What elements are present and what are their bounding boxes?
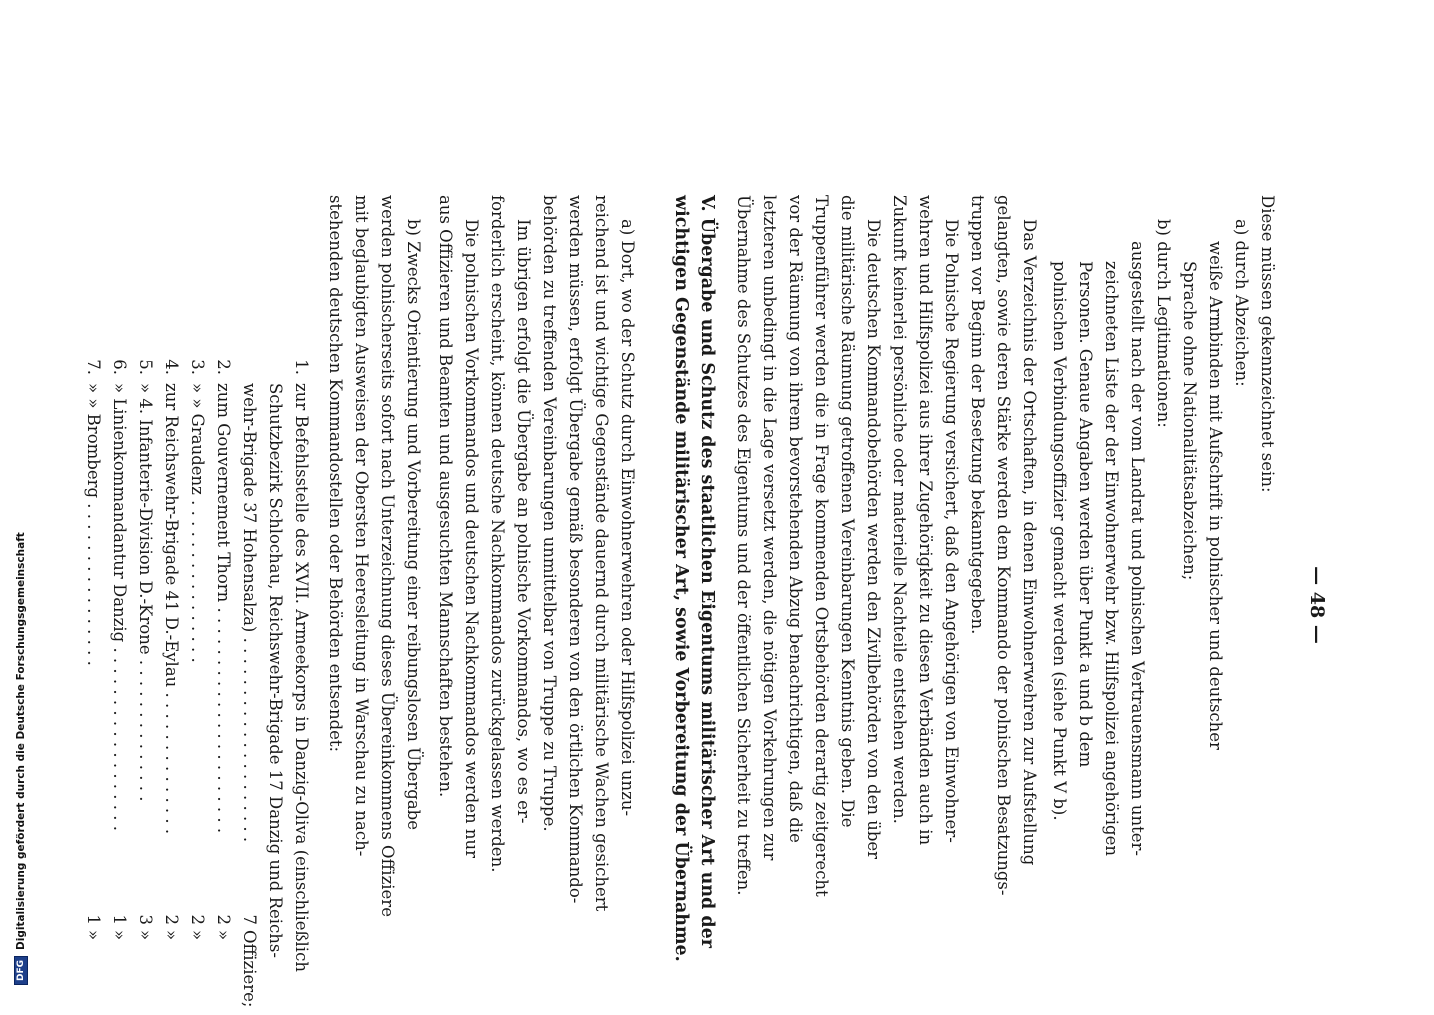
section-heading: V. Übergabe und Schutz des staatlichen Eigentums militärischer Art und der — [697, 195, 717, 948]
list-number: 6. — [110, 359, 129, 375]
list-number: 7. — [84, 359, 103, 375]
text-line: behörden zu treffenden Vereinbarungen unmittelbar von Truppe zu Truppe. — [540, 195, 559, 832]
text-line: aus Offizieren und Beamten und ausgesuchten Mannschaften bestehen. — [436, 195, 455, 798]
officer-count: 7 — [240, 914, 259, 925]
text-line: Zukunft keinerlei persönliche oder materielle Nachteile entstehen werden. — [890, 195, 909, 824]
text-line: ausgestellt nach der vom Landrat und polnischen Vertrauensmann unter- — [1128, 241, 1147, 857]
text-line: Truppenführer werden die in Frage kommenden Ortsbehörden derartig zeitgerecht — [812, 195, 831, 897]
text-line: wehren und Hilfspolizei aus ihrer Zugehörigkeit zu diesen Verbänden auch in — [916, 195, 935, 846]
list-number: 1. — [292, 359, 311, 375]
text-line: Im übrigen erfolgt die Übergabe an polnische Vorkommandos, wo es er- — [514, 219, 533, 824]
text-line: truppen vor Beginn der Besetzung bekanntgegeben. — [968, 195, 987, 635]
text-line: Die deutschen Kommandobehörden werden den Zivilbehörden von den über — [864, 219, 883, 860]
rotated-document-page-continued — [0, 195, 640, 1015]
text-line: a) durch Abzeichen: — [1232, 219, 1251, 387]
text-line: a) Dort, wo der Schutz durch Einwohnerwehren oder Hilfspolizei unzu- — [618, 219, 637, 817]
officer-count: 1 — [84, 914, 103, 925]
officer-unit: Offiziere; — [240, 930, 259, 1008]
text-line: Diese müssen gekennzeichnet sein: — [1258, 195, 1277, 493]
text-line: b) Zwecks Orientierung und Vorbereitung einer reibungslosen Übergabe — [404, 219, 423, 830]
officer-count: 2 — [214, 914, 233, 925]
officer-count: 2 — [162, 914, 181, 925]
text-line: reichend ist und wichtige Gegenstände dauernd durch militärische Wachen gesichert — [592, 195, 611, 912]
text-line: Die Polnische Regierung versichert, daß den Angehörigen von Einwohner- — [942, 219, 961, 843]
text-line: weiße Armbinden mit Aufschrift in polnischer und deutscher — [1206, 241, 1225, 750]
text-line: zeichneten Liste der der Einwohnerwehr bzw. Hilfspolizei angehörigen — [1102, 261, 1121, 857]
text-line: vor der Räumung von ihrem bevorstehenden Abzug benachrichtigen, daß die — [786, 195, 805, 843]
list-number: 2. — [214, 359, 233, 375]
text-line: Das Verzeichnis der Ortschaften, in denen Einwohnerwehren zur Aufstellung — [1020, 219, 1039, 866]
dfg-logo-icon: DFG — [14, 956, 28, 985]
list-text: zum Gouvernement Thorn . . . . . . . . . . . . . . . . . . . . . . — [214, 383, 233, 834]
officer-count: 3 — [136, 914, 155, 925]
officer-unit: » — [214, 930, 233, 941]
text-line: die militärische Räumung getroffenen Vereinbarungen Kenntnis geben. Die — [838, 195, 857, 828]
text-line: letzteren unbedingt in die Lage versetzt werden, die nötigen Vorkehrungen zur — [760, 195, 779, 861]
text-line: mit beglaubigten Ausweisen der Obersten Heeresleitung in Warschau zu nach- — [352, 195, 371, 857]
rotated-document-page — [640, 195, 1330, 1015]
list-number: 5. — [136, 359, 155, 375]
officer-unit: » — [136, 930, 155, 941]
text-line: forderlich erscheint, können deutsche Nachkommandos zurückgelassen werden. — [488, 195, 507, 873]
list-number: 4. — [162, 359, 181, 375]
officer-unit: » — [188, 930, 207, 941]
text-line: stehenden deutschen Kommandostellen oder Behörden entsendet: — [326, 195, 345, 753]
text-line: b) durch Legitimationen: — [1154, 219, 1173, 428]
text-line: werden polnischerseits sofort nach Unterzeichnung dieses Übereinkommens Offiziere — [378, 195, 397, 917]
officer-unit: » — [110, 930, 129, 941]
list-text: zur Befehlsstelle des XVII. Armeekorps in Danzig-Oliva (einschließlich — [292, 383, 311, 972]
text-line: werden müssen, erfolgt Übergabe gemäß besonderen von den örtlichen Kommando- — [566, 195, 585, 904]
list-text: » » Bromberg . . . . . . . . . . . . . . . . — [84, 383, 103, 666]
list-text: Schutzbezirk Schlochau, Reichswehr-Brigade 17 Danzig und Reichs- — [266, 383, 285, 958]
officer-count: 1 — [110, 914, 129, 925]
text-line: Die polnischen Vorkommandos und deutschen Nachkommandos werden nur — [462, 219, 481, 859]
page-number: — 48 — — [1306, 566, 1328, 644]
list-text: zur Reichswehr-Brigade 41 D.-Eylau . . . . . . . . . . . . . . — [162, 383, 181, 835]
officer-list — [74, 195, 314, 1015]
officer-unit: » — [84, 930, 103, 941]
officer-count: 2 — [188, 914, 207, 925]
list-number: 3. — [188, 359, 207, 375]
text-line: Sprache ohne Nationalitätsabzeichen; — [1180, 261, 1199, 581]
section-heading: wichtigen Gegenstände militärischer Art, sowie Vorbereitung der Übernahme. — [671, 195, 691, 962]
digitization-credit — [14, 532, 28, 985]
text-line: Übernahme des Schutzes des Eigentums und der öffentlichen Sicherheit zu treffen. — [734, 195, 753, 896]
list-text: » » Graudenz . . . . . . . . . . . . . . . . — [188, 383, 207, 663]
text-line: Personen. Genaue Angaben werden über Punkt a und b dem — [1076, 261, 1095, 768]
text-line: gelangten, sowie deren Stärke werden dem Kommando der polnischen Besatzungs- — [994, 195, 1013, 896]
list-text: » Linienkommandantur Danzig . . . . . . . . . . . . . . . . . . — [110, 383, 129, 832]
list-text: wehr-Brigade 37 Hohensalza) . . . . . . . . . . . . . . . . . . . . — [240, 383, 259, 843]
officer-unit: » — [162, 930, 181, 941]
list-text: » 4. Infanterie-Division D.-Krone . . . . . . . . . . . . . . — [136, 383, 155, 802]
credit-text: Digitalisierung gefördert durch die Deutsche Forschungsgemeinschaft — [15, 532, 27, 950]
text-line: polnischen Verbindungsoffizier gemacht werden (siehe Punkt V b). — [1050, 261, 1069, 821]
